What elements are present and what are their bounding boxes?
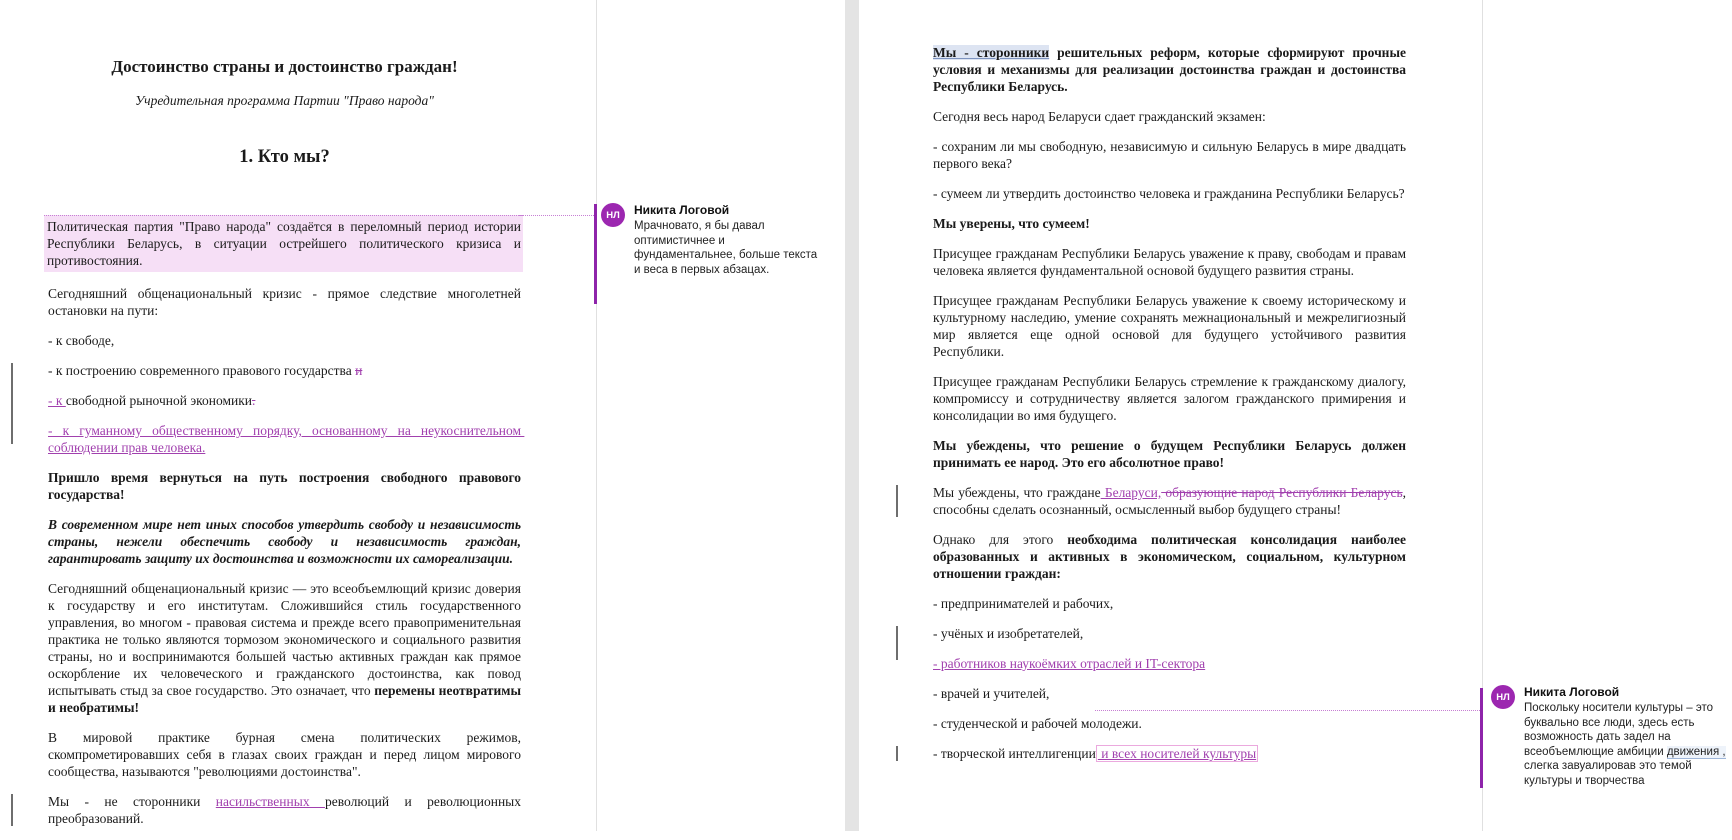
deleted-text-run: . [252, 393, 256, 408]
comment-body [1524, 701, 1732, 788]
text-run: решительных реформ, которые сформируют прочные условия и механизмы для реализации достоинства граждан и достоинства Республики Беларусь. [933, 45, 1410, 94]
page-1-text-column[interactable] [47, 56, 525, 840]
paragraph[interactable] [933, 292, 1410, 360]
comment-selection-bar-2 [1480, 688, 1483, 788]
paragraph[interactable] [933, 185, 1406, 202]
paragraph[interactable] [933, 138, 1410, 172]
text-run: В мировой практике бурная смена политических режимов, скомпрометировавших себя в глазах своих граждан и перед лицом мирового сообщества, называются "революциями достоинства". [48, 730, 525, 779]
markup-area-divider-page-1 [596, 0, 597, 831]
text-run: Сегодняшний общенациональный кризис - прямое следствие многолетней остановки на пути: [48, 286, 525, 318]
paragraph[interactable] [933, 373, 1410, 424]
paragraph[interactable] [933, 625, 1406, 642]
comment-anchor-run: и всех носителей культуры [1097, 746, 1257, 761]
paragraph[interactable] [933, 685, 1406, 702]
text-run: В современном мире нет иных способов утвердить свободу и независимость страны, нежели обеспечить свободу и независимость граждан, гарантировать защиту их достоинства и возможности их самореализации. [48, 517, 525, 566]
paragraph[interactable] [933, 245, 1410, 279]
text-run: необходима политическая консолидация наиболее образованных и активных в экономическом, социальном, культурном отношении граждан: [933, 532, 1410, 581]
text-run: - к свободе, [48, 333, 115, 348]
comment-card-1[interactable] [601, 203, 823, 277]
text-run: революций и революционных преобразований. [48, 794, 525, 826]
paragraph[interactable] [933, 108, 1406, 125]
text-run: Сегодняшний общенациональный кризис — это всеобъемлющий кризис доверия к государству и его институтам. Сложившийся стиль государственного управления, во многом - правовая система и прежде всего правоприменительная практика не только являются тормозом экономического и социального развития страны, но и воспринимаются большей частью активных граждан как прямое оскорбление их человеческого и гражданского достоинства, как повод испытывать стыд за свое государство. Это означает, что [48, 581, 525, 698]
comment-content [634, 203, 823, 277]
text-run: перемены неотвратимы и необратимы! [48, 683, 525, 715]
comment-selection-bar-1 [594, 204, 597, 304]
comment-linked-word: движения , [1666, 745, 1726, 758]
comment-text: Мрачновато, я бы давал оптимистичнее и фундаментальнее, больше текста и веса в первых абзацах. [634, 220, 818, 276]
comment-text: Поскольку носители культуры – это буквально все люди, здесь есть возможность дать задел на всеобъемлющие амбиции [1524, 702, 1713, 758]
text-run: Мы убеждены, что граждане [933, 485, 1101, 500]
section-heading[interactable] [48, 146, 521, 169]
document-title[interactable] [48, 56, 521, 77]
inserted-text-run: - к [48, 393, 66, 408]
commented-paragraph[interactable] [44, 215, 523, 272]
tracked-change-group [933, 625, 1406, 672]
inserted-text-run: насильственных [215, 794, 325, 809]
text-run: Достоинство страны и достоинство граждан! [111, 57, 458, 76]
text-run: Однако для этого [933, 532, 1068, 547]
comment-content [1524, 685, 1732, 788]
text-run: Сегодня весь народ Беларуси сдает гражданский экзамен: [933, 109, 1266, 124]
paragraph[interactable] [933, 745, 1406, 762]
comment-author: Никита Логовой [634, 203, 730, 217]
format-changed-run: Мы - сторонники [933, 45, 1050, 60]
text-run: - сохраним ли мы свободную, независимую и сильную Беларусь в мире двадцать первого века? [933, 139, 1410, 171]
tracked-change-group [48, 362, 525, 456]
comment-card-2[interactable] [1491, 685, 1732, 788]
inserted-text-run: Беларуси, [1100, 485, 1162, 500]
text-run: - творческой интеллигенции [933, 746, 1096, 761]
paragraph[interactable] [48, 422, 525, 456]
text-run: - учёных и изобретателей, [933, 626, 1084, 641]
comment-text: слегка завуалировав это темой культуры и творчества [1524, 760, 1692, 787]
paragraph[interactable] [48, 392, 521, 409]
paragraph[interactable] [933, 531, 1410, 582]
paragraph[interactable] [48, 469, 525, 503]
text-run: , способны сделать осознанный, осмысленный выбор будущего страны! [933, 485, 1410, 517]
paragraph[interactable] [48, 285, 525, 319]
paragraph[interactable] [48, 516, 525, 567]
paragraph[interactable] [933, 44, 1410, 95]
inserted-text-run: - к гуманному общественному порядку, основанному на неукоснительном соблюдении прав человека. [48, 423, 525, 455]
paragraph[interactable] [48, 332, 521, 349]
deleted-text-run: образующие народ Республики Беларусь [1161, 485, 1403, 500]
text-run: Мы уверены, что сумеем! [933, 216, 1090, 231]
text-run: 1. Кто мы? [239, 147, 330, 167]
avatar: НЛ [601, 203, 625, 227]
paragraph[interactable] [933, 595, 1406, 612]
text-run: - к построению современного правового государства [48, 363, 356, 378]
text-run: - врачей и учителей, [933, 686, 1050, 701]
text-run: - сумеем ли утвердить достоинство человека и гражданина Республики Беларусь? [933, 186, 1405, 201]
text-run: Политическая партия "Право народа" создаётся в переломный период истории Республики Беларусь, в ситуации острейшего политического кризиса и противостояния. [47, 219, 525, 268]
paragraph[interactable] [48, 793, 525, 827]
paragraph[interactable] [933, 437, 1410, 471]
text-run: Мы - не сторонники [48, 794, 216, 809]
text-run: свободной рыночной экономики [65, 393, 253, 408]
paragraph[interactable] [933, 484, 1410, 518]
inserted-text-run: - работников наукоёмких отраслей и IT-сектора [933, 656, 1206, 671]
avatar: НЛ [1491, 685, 1515, 709]
text-run: Мы убеждены, что решение о будущем Республики Беларусь должен принимать ее народ. Это его абсолютное право! [933, 438, 1410, 470]
paragraph[interactable] [48, 580, 525, 716]
page-2-text-column[interactable] [933, 44, 1410, 775]
paragraph[interactable] [933, 655, 1406, 672]
page-gap [845, 0, 859, 831]
text-run: Присущее гражданам Республики Беларусь стремление к гражданскому диалогу, компромиссу и сотрудничеству является залогом гражданского примирения и консолидации во имя будущего. [933, 374, 1410, 423]
comment-connector-line-2 [1095, 710, 1482, 711]
deleted-text-run: и [355, 363, 363, 378]
paragraph[interactable] [933, 215, 1406, 232]
comment-connector-line-1 [519, 215, 596, 216]
paragraph[interactable] [48, 729, 525, 780]
comment-body [634, 219, 823, 277]
document-subtitle[interactable] [48, 92, 521, 109]
paragraph[interactable] [933, 715, 1406, 732]
text-run: Присущее гражданам Республики Беларусь уважение к своему историческому и культурному наследию, умение сохранять межнациональный и межрелигиозный мир является еще одной основой для будущего устойчивого развития Республики. [933, 293, 1410, 359]
text-run: - предпринимателей и рабочих, [933, 596, 1114, 611]
paragraph[interactable] [48, 362, 521, 379]
text-run: - студенческой и рабочей молодежи. [933, 716, 1142, 731]
text-run: Пришло время вернуться на путь построения свободного правового государства! [48, 470, 525, 502]
text-run: Присущее гражданам Республики Беларусь уважение к праву, свободам и правам человека является фундаментальной основой будущего развития страны. [933, 246, 1410, 278]
text-run: Учредительная программа Партии "Право народа" [135, 93, 434, 108]
comment-author: Никита Логовой [1524, 685, 1620, 699]
